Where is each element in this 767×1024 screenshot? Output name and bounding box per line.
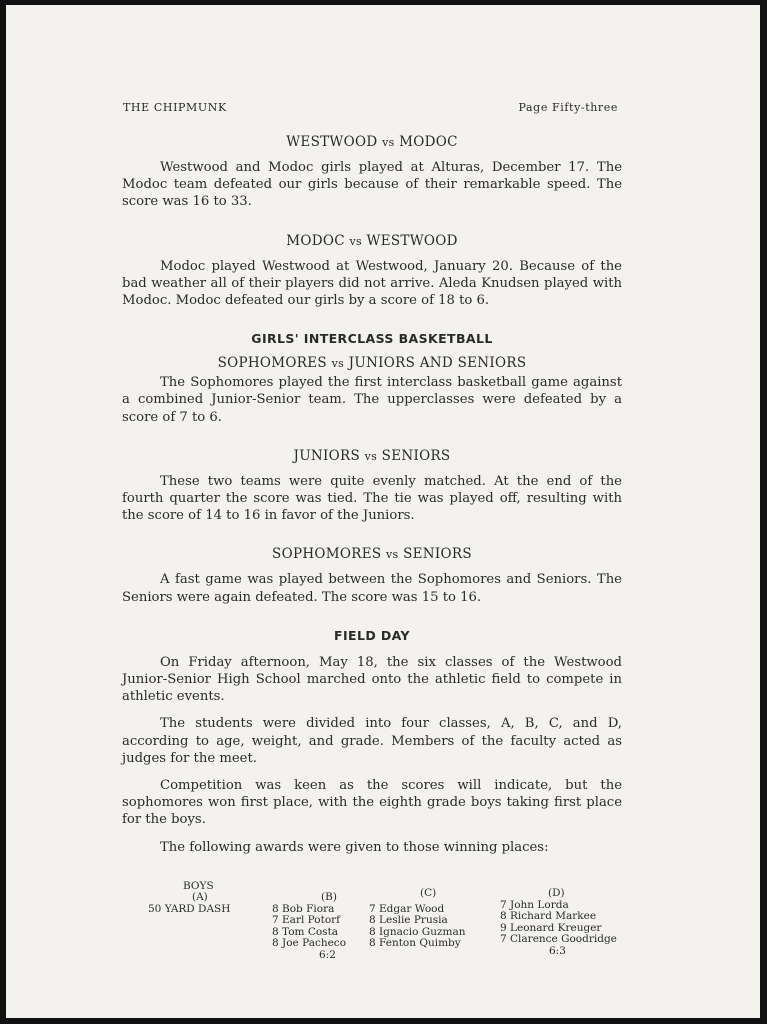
field-day-paragraph: Competition was keen as the scores will indicate, but the sophomores won first place, with the eighth grade boys taking first place for the boys. (122, 778, 622, 828)
game-paragraph: A fast game was played between the Sophomores and Seniors. The Seniors were again defeated. The score was 15 to 16. (122, 572, 622, 605)
list-item: 7 Clarence Goodridge (500, 933, 617, 946)
list-item: 7 Edgar Wood (369, 903, 445, 915)
list-item: 8 Richard Markee (500, 910, 597, 923)
winning-time: 6:3 (549, 944, 566, 957)
section-heading: MODOC vs WESTWOOD (286, 232, 458, 249)
game-heading: SOPHOMORES vs JUNIORS AND SENIORS (217, 355, 527, 372)
list-item: 7 Earl Potorf (272, 914, 341, 927)
event-label: 50 YARD DASH (148, 903, 231, 915)
list-item: 8 Leslie Prusia (369, 914, 448, 927)
list-item: 8 Tom Costa (272, 925, 339, 938)
class-d-winners (500, 900, 617, 957)
page-number: Page Fifty-three (518, 101, 618, 114)
class-b-winners (272, 904, 346, 961)
winning-time: 6:2 (319, 948, 336, 961)
list-item: 9 Leonard Kreuger (500, 921, 602, 934)
class-b-label: (B) (321, 891, 337, 903)
page-content (122, 134, 622, 856)
list-item: 7 John Lorda (500, 899, 569, 911)
class-c-winners (369, 904, 465, 950)
game-paragraph: The Sophomores played the first interclass basketball game against a combined Junior-Senior team. The upperclasses were defeated by a score of 7 to 6. (122, 375, 622, 425)
field-day-paragraph: On Friday afternoon, May 18, the six classes of the Westwood Junior-Senior High School marched onto the athletic field to compete in athletic events. (122, 654, 622, 705)
list-item: 8 Bob Fiora (272, 903, 335, 915)
list-item: 8 Fenton Quimby (369, 937, 461, 950)
class-c-label: (C) (420, 887, 437, 899)
section-paragraph: Westwood and Modoc girls played at Alturas, December 17. The Modoc team defeated our girls because of their remarkable speed. The score was 16 to 33. (122, 160, 622, 210)
field-day-title: FIELD DAY (334, 627, 410, 643)
field-day-paragraph: The students were divided into four classes, A, B, C, and D, according to age, weight, and grade. Members of the faculty acted as judges for the meet. (122, 716, 622, 766)
game-heading: JUNIORS vs SENIORS (293, 447, 451, 464)
game-heading: SOPHOMORES vs SENIORS (272, 546, 472, 563)
field-day-paragraph: The following awards were given to those winning places: (160, 839, 549, 855)
interclass-title: GIRLS' INTERCLASS BASKETBALL (251, 331, 493, 347)
class-d-label: (D) (548, 887, 565, 899)
document-page (6, 5, 760, 1018)
section-paragraph: Modoc played Westwood at Westwood, January 20. Because of the bad weather all of their players did not arrive. Aleda Knudsen played with Modoc. Modoc defeated our girls by a score of 18 to 6. (122, 258, 622, 309)
game-paragraph: These two teams were quite evenly matched. At the end of the fourth quarter the score was tied. The tie was played off, resulting with the score of 14 to 16 in favor of the Juniors. (122, 473, 622, 524)
list-item: 8 Joe Pacheco (272, 937, 347, 950)
section-heading: WESTWOOD vs MODOC (286, 134, 458, 150)
awards-table (142, 877, 702, 977)
running-header-title: THE CHIPMUNK (123, 101, 227, 114)
boys-label: BOYS (183, 880, 214, 892)
list-item: 8 Ignacio Guzman (369, 925, 466, 938)
class-a-label: (A) (192, 891, 208, 903)
